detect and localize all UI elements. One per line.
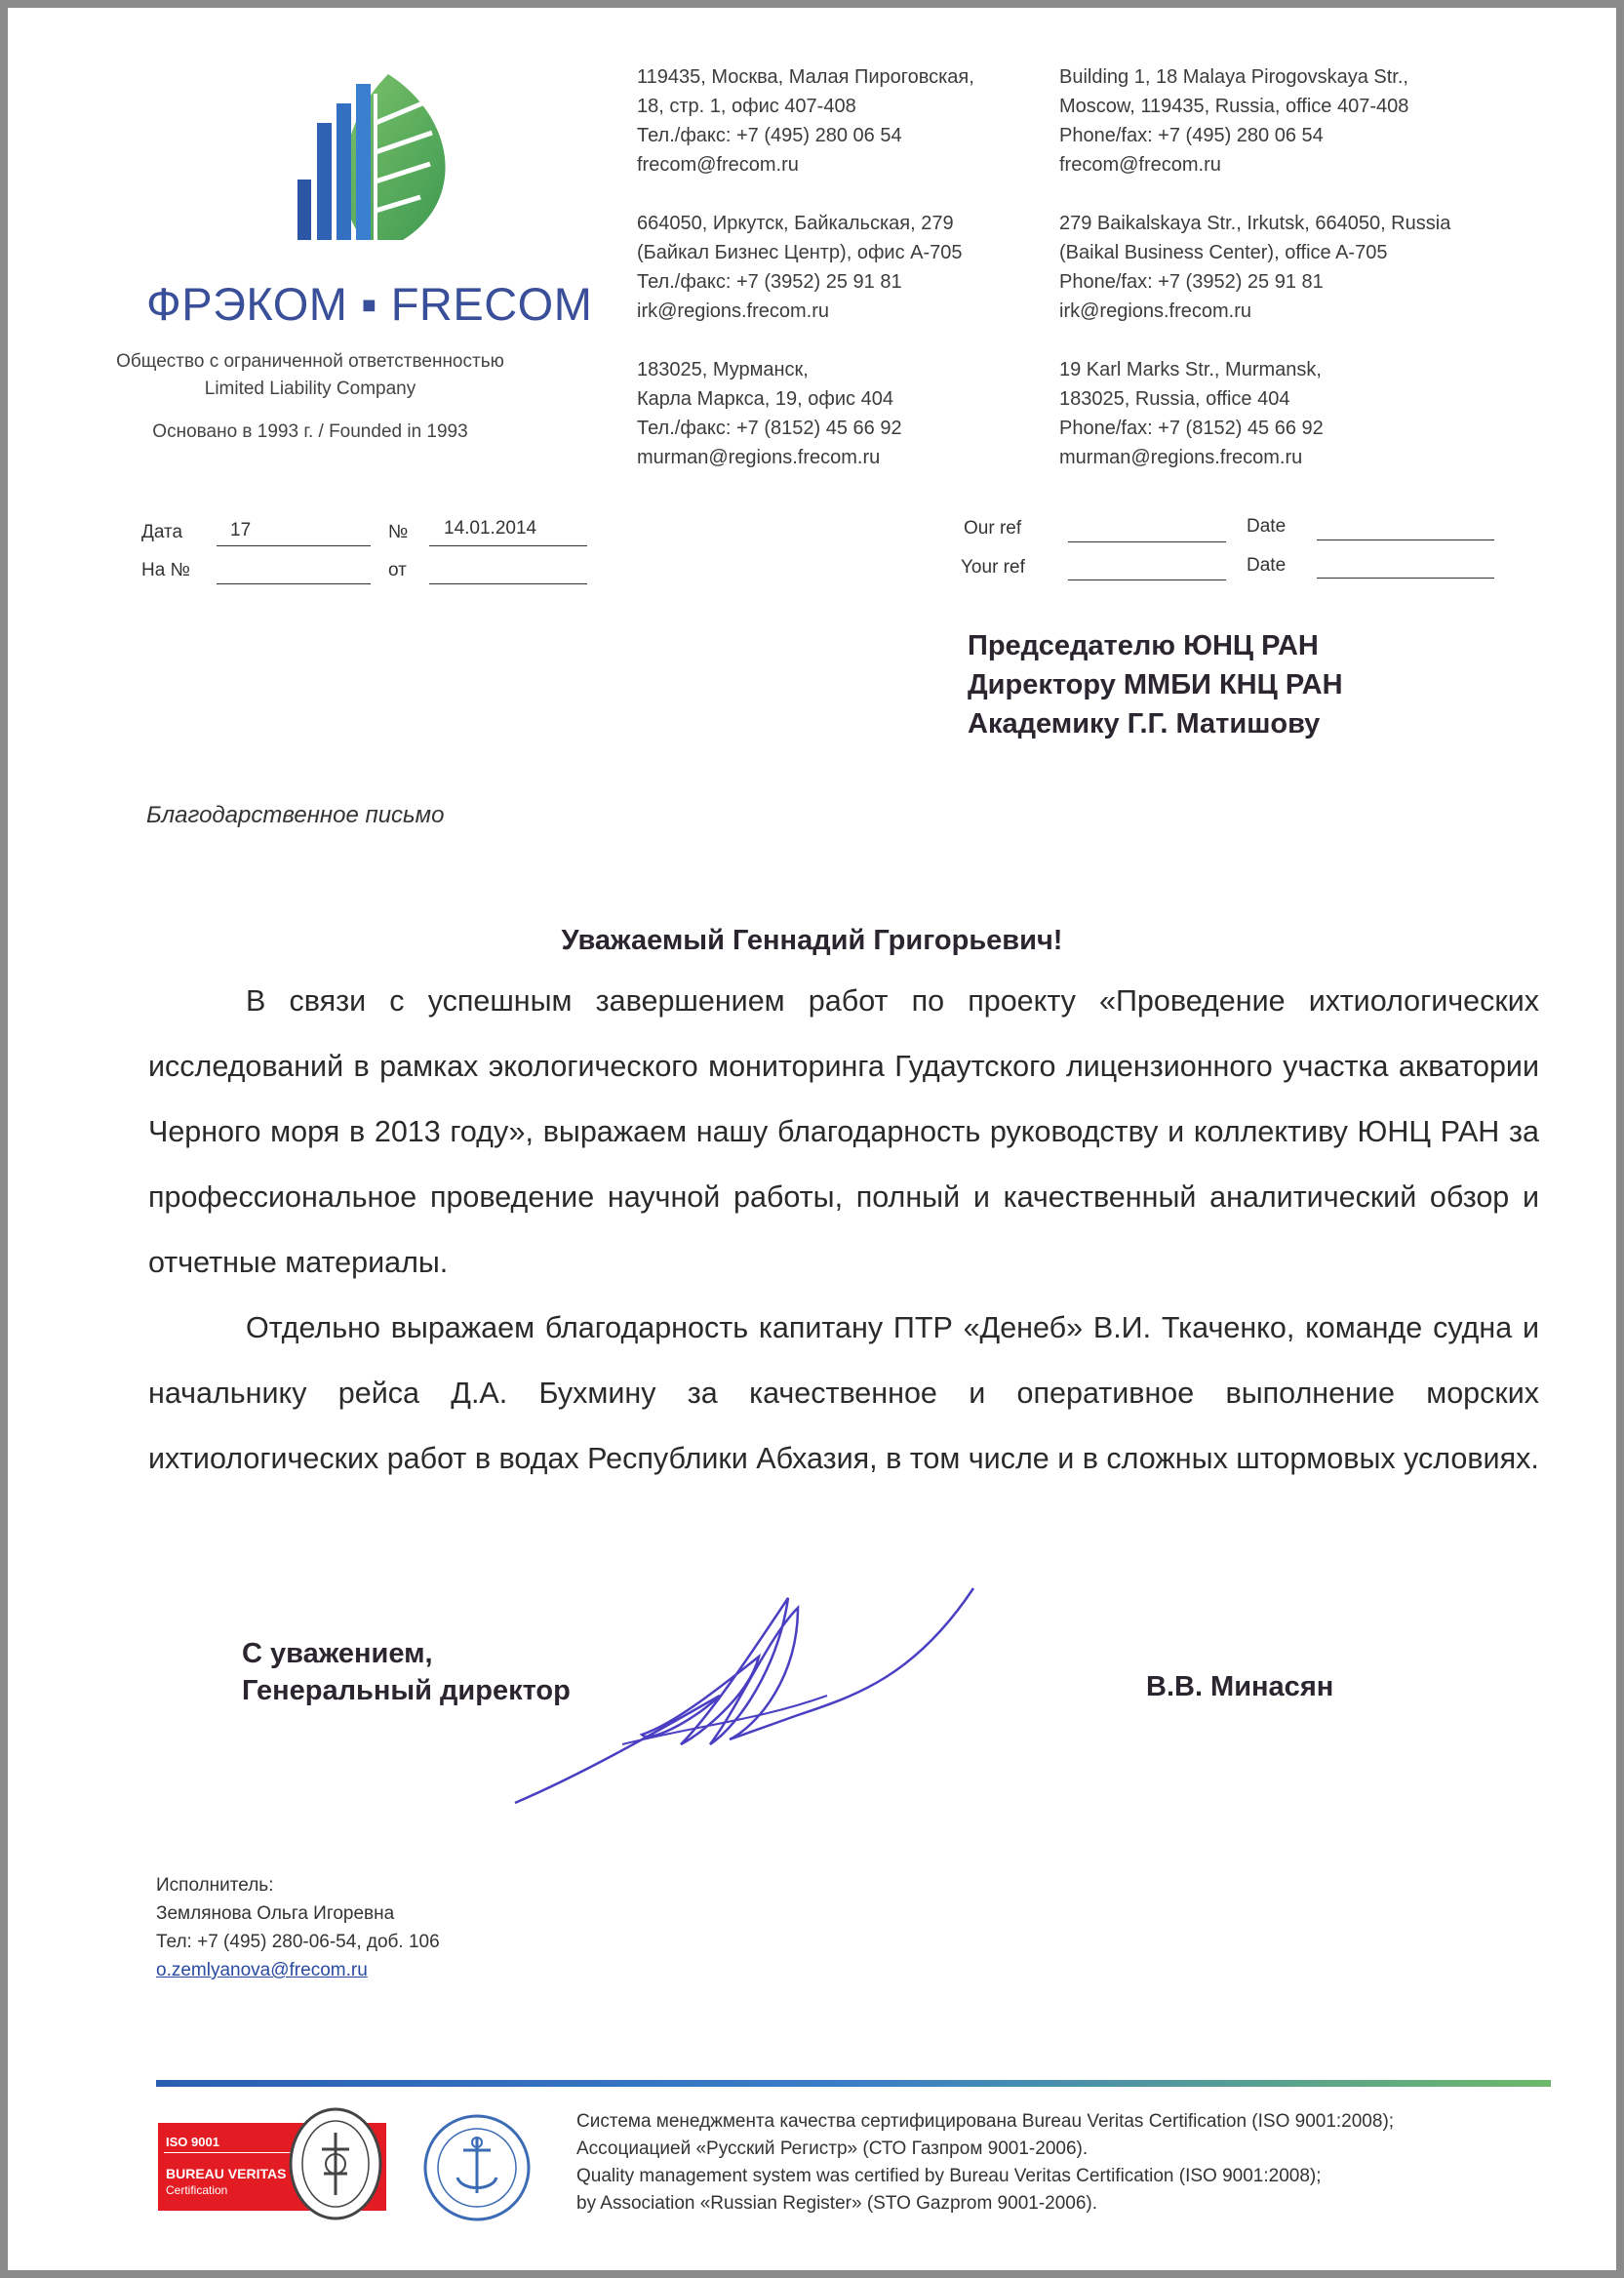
ref-number-underline xyxy=(217,583,371,584)
cert-line: by Association «Russian Register» (STO Gazprom 9001-2006). xyxy=(576,2193,1098,2214)
address-line: Building 1, 18 Malaya Pirogovskaya Str., xyxy=(1059,66,1408,88)
body-paragraph-2: Отдельно выражаем благодарность капитану ПТР «Денеб» В.И. Ткаченко, команде судна и начальнику рейса Д.А. Бухмину за качественное и оперативное выполнение морских ихтиологических работ в водах Республики Абхазия, в том числе и в сложных штормовых условиях. xyxy=(148,1311,1539,1475)
address-line: 18, стр. 1, офис 407-408 xyxy=(637,96,856,117)
executor-block xyxy=(156,1871,440,1984)
addresses-en xyxy=(1059,62,1450,472)
signature-scribble-icon xyxy=(505,1579,993,1813)
your-date-label: Date xyxy=(1247,555,1287,576)
bv-name: BUREAU VERITAS xyxy=(166,2166,287,2181)
address-line: Moscow, 119435, Russia, office 407-408 xyxy=(1059,96,1409,117)
your-ref-underline xyxy=(1068,579,1226,580)
ref-number-label: На № xyxy=(141,560,190,580)
address-line: Phone/fax: +7 (3952) 25 91 81 xyxy=(1059,271,1324,293)
address-line: 279 Baikalskaya Str., Irkutsk, 664050, Russia xyxy=(1059,213,1451,234)
cert-line: Ассоциацией «Русский Регистр» (СТО Газпром 9001-2006). xyxy=(576,2138,1089,2159)
our-date-label: Date xyxy=(1247,516,1287,537)
addresses-ru xyxy=(637,62,974,472)
address-line: Тел./факс: +7 (3952) 25 91 81 xyxy=(637,271,902,293)
certification-text xyxy=(576,2108,1394,2218)
address-line: Тел./факс: +7 (495) 280 06 54 xyxy=(637,125,902,146)
your-date-underline xyxy=(1317,578,1494,579)
company-founded: Основано в 1993 г. / Founded in 1993 xyxy=(152,421,468,442)
footer-divider xyxy=(156,2080,1551,2087)
executor-email-link[interactable]: o.zemlyanova@frecom.ru xyxy=(156,1960,368,1980)
executor-phone: Тел: +7 (495) 280-06-54, доб. 106 xyxy=(156,1932,440,1952)
address-line: Phone/fax: +7 (495) 280 06 54 xyxy=(1059,125,1324,146)
address-email: murman@regions.frecom.ru xyxy=(637,447,881,468)
from-label: от xyxy=(388,560,407,580)
address-line: 664050, Иркутск, Байкальская, 279 xyxy=(637,213,954,234)
address-line: 183025, Russia, office 404 xyxy=(1059,388,1290,410)
anchor-seal-icon xyxy=(422,2113,532,2222)
number-label: № xyxy=(388,522,409,542)
salutation: Уважаемый Геннадий Григорьевич! xyxy=(561,925,1063,956)
signer-name: В.В. Минасян xyxy=(1146,1671,1334,1702)
our-ref-label: Our ref xyxy=(964,518,1022,539)
address-email: irk@regions.frecom.ru xyxy=(637,300,830,322)
date-underline xyxy=(217,545,371,546)
executor-label: Исполнитель: xyxy=(156,1875,274,1896)
letter-page xyxy=(8,8,1616,2270)
letter-subject: Благодарственное письмо xyxy=(146,802,445,828)
recipient-line: Председателю ЮНЦ РАН xyxy=(968,630,1319,661)
handwritten-signature xyxy=(505,1579,993,1813)
address-email: frecom@frecom.ru xyxy=(637,154,799,176)
address-line: Тел./факс: +7 (8152) 45 66 92 xyxy=(637,418,902,439)
address-line: 183025, Мурманск, xyxy=(637,359,809,380)
letter-body xyxy=(148,969,1539,1492)
our-ref-underline xyxy=(1068,541,1226,542)
address-email: murman@regions.frecom.ru xyxy=(1059,447,1303,468)
date-label: Дата xyxy=(141,522,183,542)
company-brand-name: ФРЭКОМ ▪ FRECOM xyxy=(146,278,593,330)
recipient-line: Академику Г.Г. Матишову xyxy=(968,708,1321,739)
executor-name: Землянова Ольга Игоревна xyxy=(156,1903,395,1924)
company-logo xyxy=(296,64,466,250)
address-line: (Baikal Business Center), office A-705 xyxy=(1059,242,1388,263)
from-underline xyxy=(429,583,587,584)
address-line: 19 Karl Marks Str., Murmansk, xyxy=(1059,359,1322,380)
address-line: (Байкал Бизнес Центр), офис А-705 xyxy=(637,242,963,263)
cert-line: Система менеджмента качества сертифицирована Bureau Veritas Certification (ISO 9001:2008); xyxy=(576,2111,1395,2132)
date-value: 17 xyxy=(230,520,252,540)
cert-line: Quality management system was certified by Bureau Veritas Certification (ISO 9001:2008); xyxy=(576,2166,1322,2186)
iso-label: ISO 9001 xyxy=(166,2135,219,2149)
bv-seal-icon xyxy=(287,2105,384,2222)
body-paragraph-1: В связи с успешным завершением работ по проекту «Проведение ихтиологических исследований в рамках экологического мониторинга Гудаутского лицензионного участка акватории Черного моря в 2013 году», выражаем нашу благодарность руководству и коллективу ЮНЦ РАН за профессиональное проведение научной работы, полный и качественный аналитический обзор и отчетные материалы. xyxy=(148,984,1539,1279)
number-underline xyxy=(429,545,587,546)
your-ref-label: Your ref xyxy=(961,557,1025,578)
address-email: irk@regions.frecom.ru xyxy=(1059,300,1252,322)
bv-sub: Certification xyxy=(166,2183,228,2197)
address-email: frecom@frecom.ru xyxy=(1059,154,1221,176)
signer-position: Генеральный директор xyxy=(242,1675,571,1706)
address-line: Phone/fax: +7 (8152) 45 66 92 xyxy=(1059,418,1324,439)
recipient-block xyxy=(968,626,1343,743)
leaf-bars-icon xyxy=(296,64,466,250)
company-legal-form-en: Limited Liability Company xyxy=(204,379,416,399)
company-legal-form-ru: Общество с ограниченной ответственностью xyxy=(116,351,504,372)
bureau-veritas-seal xyxy=(287,2105,384,2222)
recipient-line: Директору ММБИ КНЦ РАН xyxy=(968,669,1343,700)
number-value: 14.01.2014 xyxy=(444,518,537,539)
closing-line: С уважением, xyxy=(242,1638,433,1669)
address-line: 119435, Москва, Малая Пироговская, xyxy=(637,66,974,88)
russian-register-seal xyxy=(422,2113,532,2222)
address-line: Карла Маркса, 19, офис 404 xyxy=(637,388,893,410)
